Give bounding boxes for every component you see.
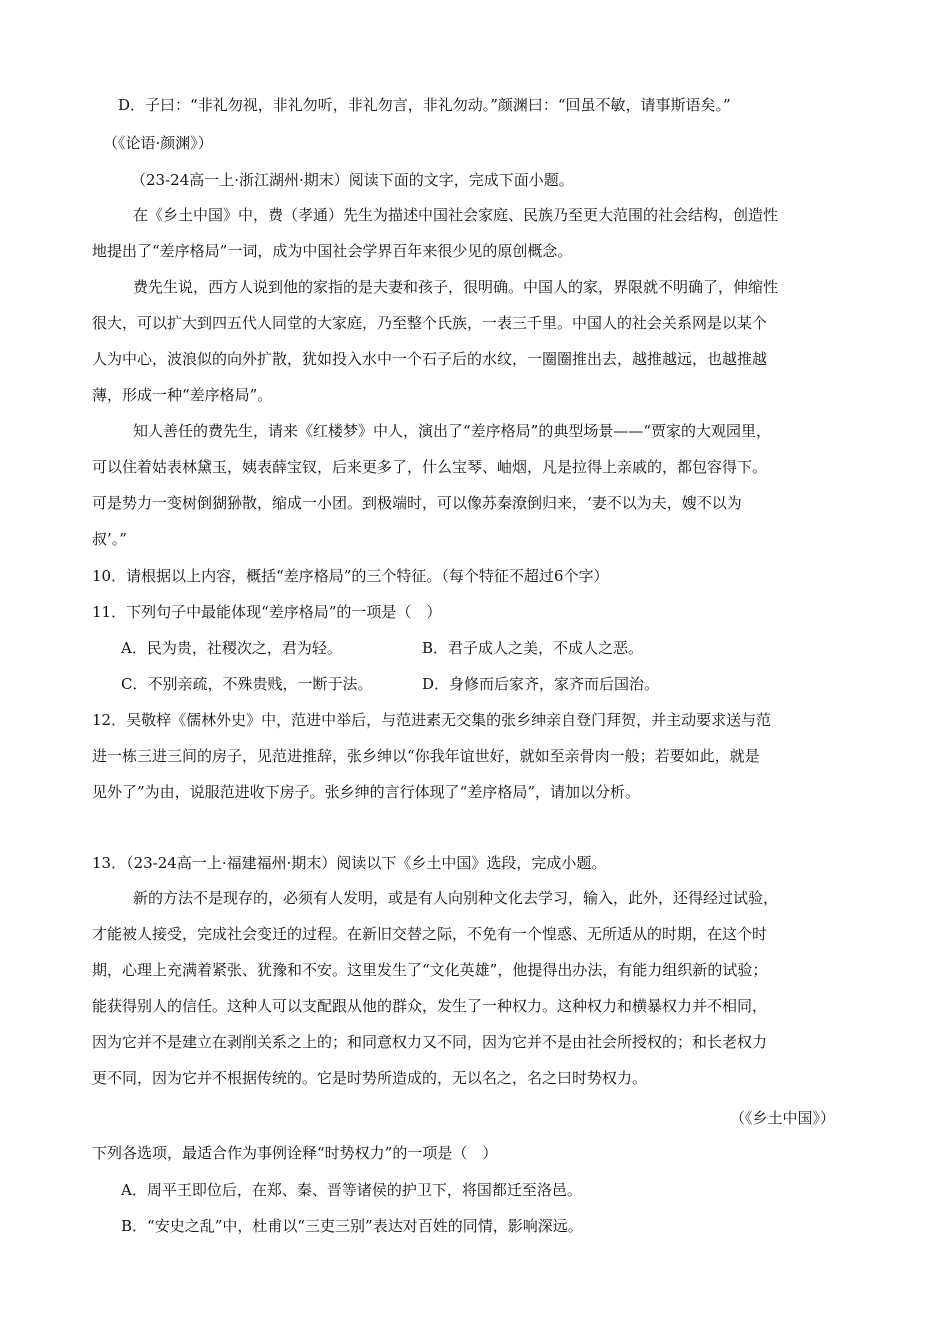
passage-1-line: 地提出了“差序格局”一词，成为中国社会学界百年来很少见的原创概念。 bbox=[92, 242, 573, 260]
passage-2-line: 因为它并不是建立在剥削关系之上的；和同意权力又不同，因为它并不是由社会所授权的；和长老权力 bbox=[92, 1033, 768, 1051]
passage-1-line: 叔’。” bbox=[92, 530, 127, 548]
q13-option-b: B．“安史之乱”中，杜甫以“三吏三别”表达对百姓的同情，影响深远。 bbox=[121, 1217, 583, 1235]
question-11: 11．下列句子中最能体现“差序格局”的一项是（ ） bbox=[92, 603, 442, 621]
passage-2-line: 能获得别人的信任。这种人可以支配跟从他的群众，发生了一种权力。这种权力和横暴权力并不相同， bbox=[92, 997, 768, 1015]
passage-1-line: 薄，形成一种“差序格局”。 bbox=[92, 386, 273, 404]
question-12-line: 12．吴敬梓《儒林外史》中，范进中举后，与范进素无交集的张乡绅亲自登门拜贺，并主动要求送与范 bbox=[92, 711, 772, 729]
question-10: 10．请根据以上内容，概括“差序格局”的三个特征。（每个特征不超过6个字） bbox=[92, 567, 609, 585]
source-citation: （《论语·颜渊》） bbox=[103, 134, 213, 152]
passage-2-line: 新的方法不是现存的，必须有人发明，或是有人向别种文化去学习，输入，此外，还得经过试验， bbox=[133, 889, 779, 907]
q11-option-b: B．君子成人之美，不成人之恶。 bbox=[422, 639, 644, 657]
passage-2-line: 期，心理上充满着紧张、犹豫和不安。这里发生了“文化英雄”，他提得出办法，有能力组织新的试验； bbox=[92, 961, 768, 979]
section-intro: （23-24高一上·浙江湖州·期末）阅读下面的文字，完成下面小题。 bbox=[131, 171, 574, 189]
passage-1-line: 人为中心，波浪似的向外扩散，犹如投入水中一个石子后的水纹，一圈圈推出去，越推越远，也越推越 bbox=[92, 350, 768, 368]
question-12-line: 见外了”为由，说服范进收下房子。张乡绅的言行体现了“差序格局”，请加以分析。 bbox=[92, 783, 641, 801]
q13-option-a: A．周平王即位后，在郑、秦、晋等诸侯的护卫下，将国都迁至洛邑。 bbox=[121, 1181, 582, 1199]
question-13-stem: 下列各选项，最适合作为事例诠释“时势权力”的一项是（ ） bbox=[92, 1144, 498, 1162]
passage-1-line: 知人善任的费先生，请来《红楼梦》中人，演出了“差序格局”的典型场景——“贾家的大观园里， bbox=[133, 422, 772, 440]
option-d-prev: D．子曰：“非礼勿视，非礼勿听，非礼勿言，非礼勿动。”颜渊曰：“回虽不敏，请事斯语矣。” bbox=[118, 96, 731, 114]
question-12-line: 进一栋三进三间的房子，见范进推辞，张乡绅以“你我年谊世好，就如至亲骨肉一般；若要如此，就是 bbox=[92, 747, 760, 765]
q11-option-c: C．不别亲疏，不殊贵贱，一断于法。 bbox=[121, 675, 373, 693]
passage-2-line: 才能被人接受，完成社会变迁的过程。在新旧交替之际，不免有一个惶惑、无所适从的时期，在这个时 bbox=[92, 925, 768, 943]
q11-option-a: A．民为贵，社稷次之，君为轻。 bbox=[121, 639, 342, 657]
passage-1-line: 可以住着姑表林黛玉，姨表薛宝钗，后来更多了，什么宝琴、岫烟，凡是拉得上亲戚的，都包容得下。 bbox=[92, 458, 768, 476]
passage-2-line: 更不同，因为它并不根据传统的。它是时势所造成的，无以名之，名之曰时势权力。 bbox=[92, 1069, 648, 1087]
q11-option-d: D．身修而后家齐，家齐而后国治。 bbox=[422, 675, 660, 693]
passage-1-line: 费先生说，西方人说到他的家指的是夫妻和孩子，很明确。中国人的家，界限就不明确了，伸缩性 bbox=[133, 278, 779, 296]
passage-2-source: （《乡土中国》） bbox=[730, 1109, 836, 1127]
passage-1-line: 在《乡土中国》中，费（孝通）先生为描述中国社会家庭、民族乃至更大范围的社会结构，创造性 bbox=[133, 206, 779, 224]
passage-1-line: 可是势力一变树倒猢狲散，缩成一小团。到极端时，可以像苏秦潦倒归来，‘妻不以为夫，嫂不以为 bbox=[92, 494, 742, 512]
question-13: 13．（23-24高一上·福建福州·期末）阅读以下《乡土中国》选段，完成小题。 bbox=[92, 854, 607, 872]
passage-1-line: 很大，可以扩大到四五代人同堂的大家庭，乃至整个氏族，一表三千里。中国人的社会关系网是以某个 bbox=[92, 314, 768, 332]
